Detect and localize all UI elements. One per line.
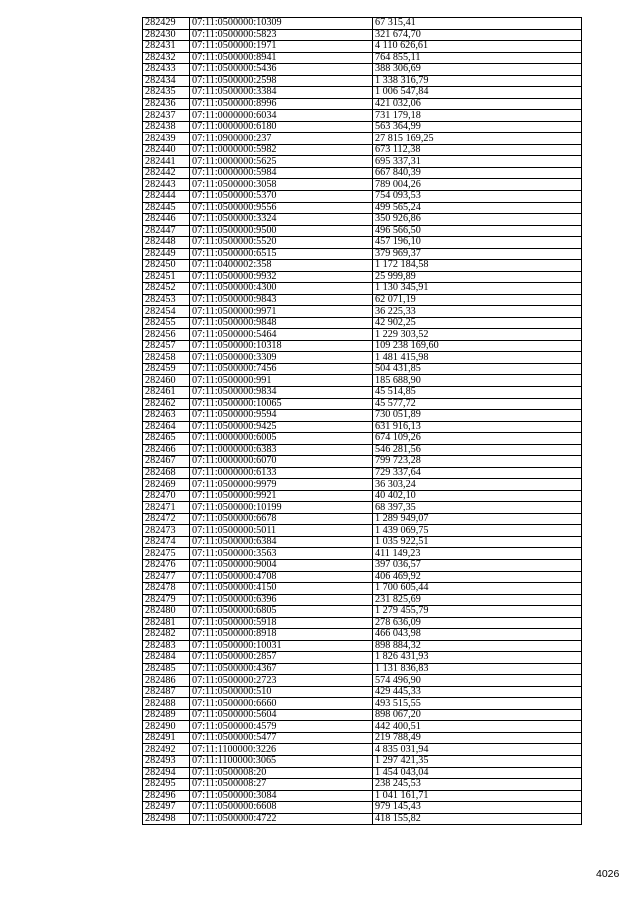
table-row	[143, 559, 582, 571]
cadastral-value-cell: 109 238 169,60	[373, 340, 582, 352]
row-number-cell: 282465	[143, 433, 190, 445]
cadastral-value-cell: 1 700 605,44	[373, 583, 582, 595]
cadastral-number-cell: 07:11:0000000:5982	[190, 144, 373, 156]
table-row	[143, 133, 582, 145]
cadastral-number-cell: 07:11:0500000:5477	[190, 732, 373, 744]
table-row	[143, 802, 582, 814]
row-number-cell: 282477	[143, 571, 190, 583]
cadastral-value-cell: 499 565,24	[373, 202, 582, 214]
cadastral-value-cell: 466 043,98	[373, 629, 582, 641]
table-row	[143, 306, 582, 318]
table-row	[143, 767, 582, 779]
cadastral-value-cell: 496 566,50	[373, 225, 582, 237]
row-number-cell: 282463	[143, 410, 190, 422]
row-number-cell: 282462	[143, 398, 190, 410]
row-number-cell: 282471	[143, 502, 190, 514]
cadastral-value-cell: 1 131 836,83	[373, 663, 582, 675]
table-row	[143, 790, 582, 802]
table-row	[143, 248, 582, 260]
table-row	[143, 744, 582, 756]
row-number-cell: 282481	[143, 617, 190, 629]
table-row	[143, 456, 582, 468]
table-row	[143, 652, 582, 664]
cadastral-value-cell: 673 112,38	[373, 144, 582, 156]
row-number-cell: 282445	[143, 202, 190, 214]
cadastral-number-cell: 07:11:0900000:237	[190, 133, 373, 145]
table-row	[143, 410, 582, 422]
cadastral-number-cell: 07:11:0500000:6678	[190, 513, 373, 525]
table-row	[143, 375, 582, 387]
table-row	[143, 640, 582, 652]
cadastral-number-cell: 07:11:0500000:8941	[190, 52, 373, 64]
cadastral-number-cell: 07:11:0500000:9594	[190, 410, 373, 422]
cadastral-number-cell: 07:11:0500000:9500	[190, 225, 373, 237]
table-row	[143, 513, 582, 525]
row-number-cell: 282456	[143, 329, 190, 341]
cadastral-number-cell: 07:11:0500000:9971	[190, 306, 373, 318]
cadastral-number-cell: 07:11:0500000:9556	[190, 202, 373, 214]
cadastral-value-cell: 406 469,92	[373, 571, 582, 583]
table-row	[143, 433, 582, 445]
cadastral-number-cell: 07:11:0500000:5370	[190, 190, 373, 202]
row-number-cell: 282498	[143, 813, 190, 825]
table-row	[143, 363, 582, 375]
table-row	[143, 144, 582, 156]
table-row	[143, 110, 582, 122]
row-number-cell: 282460	[143, 375, 190, 387]
cadastral-value-cell: 1 041 161,71	[373, 790, 582, 802]
cadastral-value-cell: 1 439 069,75	[373, 525, 582, 537]
table-row	[143, 64, 582, 76]
cadastral-value-cell: 764 855,11	[373, 52, 582, 64]
table-row	[143, 340, 582, 352]
cadastral-value-cell: 546 281,56	[373, 444, 582, 456]
row-number-cell: 282429	[143, 18, 190, 30]
row-number-cell: 282431	[143, 41, 190, 53]
cadastral-number-cell: 07:11:0500000:5823	[190, 29, 373, 41]
cadastral-number-cell: 07:11:0500000:8996	[190, 98, 373, 110]
row-number-cell: 282478	[143, 583, 190, 595]
row-number-cell: 282439	[143, 133, 190, 145]
row-number-cell: 282480	[143, 606, 190, 618]
row-number-cell: 282468	[143, 467, 190, 479]
row-number-cell: 282496	[143, 790, 190, 802]
table-row	[143, 617, 582, 629]
table-row	[143, 732, 582, 744]
cadastral-value-cell: 62 071,19	[373, 294, 582, 306]
table-row	[143, 202, 582, 214]
table-row	[143, 525, 582, 537]
row-number-cell: 282452	[143, 283, 190, 295]
row-number-cell: 282458	[143, 352, 190, 364]
row-number-cell: 282489	[143, 709, 190, 721]
cadastral-value-cell: 1 172 184,58	[373, 260, 582, 272]
row-number-cell: 282474	[143, 536, 190, 548]
row-number-cell: 282472	[143, 513, 190, 525]
cadastral-value-cell: 238 245,53	[373, 779, 582, 791]
cadastral-number-cell: 07:11:0000000:6133	[190, 467, 373, 479]
cadastral-number-cell: 07:11:0000000:6005	[190, 433, 373, 445]
cadastral-value-cell: 4 110 626,61	[373, 41, 582, 53]
table-row	[143, 686, 582, 698]
row-number-cell: 282466	[143, 444, 190, 456]
cadastral-number-cell: 07:11:1100000:3065	[190, 756, 373, 768]
row-number-cell: 282451	[143, 271, 190, 283]
cadastral-number-cell: 07:11:0000000:6034	[190, 110, 373, 122]
row-number-cell: 282443	[143, 179, 190, 191]
cadastral-number-cell: 07:11:0500000:1971	[190, 41, 373, 53]
cadastral-number-cell: 07:11:0500000:9843	[190, 294, 373, 306]
cadastral-number-cell: 07:11:0000000:6180	[190, 121, 373, 133]
row-number-cell: 282490	[143, 721, 190, 733]
table-row	[143, 329, 582, 341]
cadastral-value-cell: 388 306,69	[373, 64, 582, 76]
row-number-cell: 282444	[143, 190, 190, 202]
table-row	[143, 548, 582, 560]
row-number-cell: 282455	[143, 317, 190, 329]
cadastral-number-cell: 07:11:0500000:3324	[190, 214, 373, 226]
cadastral-value-cell: 67 315,41	[373, 18, 582, 30]
table-row	[143, 29, 582, 41]
cadastral-value-cell: 429 445,33	[373, 686, 582, 698]
table-row	[143, 271, 582, 283]
cadastral-number-cell: 07:11:0500000:6396	[190, 594, 373, 606]
cadastral-value-cell: 1 454 043,04	[373, 767, 582, 779]
cadastral-number-cell: 07:11:1100000:3226	[190, 744, 373, 756]
row-number-cell: 282469	[143, 479, 190, 491]
cadastral-number-cell: 07:11:0500000:5520	[190, 237, 373, 249]
cadastral-number-cell: 07:11:0500000:4300	[190, 283, 373, 295]
cadastral-value-cell: 1 289 949,07	[373, 513, 582, 525]
cadastral-number-cell: 07:11:0500000:4150	[190, 583, 373, 595]
table-row	[143, 52, 582, 64]
table-row	[143, 75, 582, 87]
cadastral-number-cell: 07:11:0000000:5625	[190, 156, 373, 168]
table-row	[143, 779, 582, 791]
row-number-cell: 282487	[143, 686, 190, 698]
row-number-cell: 282482	[143, 629, 190, 641]
cadastral-value-cell: 1 826 431,93	[373, 652, 582, 664]
cadastral-value-cell: 898 884,32	[373, 640, 582, 652]
row-number-cell: 282484	[143, 652, 190, 664]
row-number-cell: 282470	[143, 490, 190, 502]
table-row	[143, 167, 582, 179]
cadastral-value-cell: 219 788,49	[373, 732, 582, 744]
table-row	[143, 156, 582, 168]
table-row	[143, 317, 582, 329]
row-number-cell: 282447	[143, 225, 190, 237]
cadastral-number-cell: 07:11:0500000:10199	[190, 502, 373, 514]
table-row	[143, 283, 582, 295]
cadastral-number-cell: 07:11:0400002:358	[190, 260, 373, 272]
table-row	[143, 387, 582, 399]
table-row	[143, 709, 582, 721]
cadastral-number-cell: 07:11:0500000:9979	[190, 479, 373, 491]
row-number-cell: 282486	[143, 675, 190, 687]
cadastral-value-cell: 574 496,90	[373, 675, 582, 687]
cadastral-number-cell: 07:11:0500008:27	[190, 779, 373, 791]
cadastral-number-cell: 07:11:0500000:2857	[190, 652, 373, 664]
table-row	[143, 536, 582, 548]
table-row	[143, 675, 582, 687]
table-row	[143, 421, 582, 433]
row-number-cell: 282491	[143, 732, 190, 744]
table-row	[143, 294, 582, 306]
cadastral-value-cell: 42 902,25	[373, 317, 582, 329]
cadastral-number-cell: 07:11:0500000:7456	[190, 363, 373, 375]
cadastral-number-cell: 07:11:0500000:4579	[190, 721, 373, 733]
row-number-cell: 282464	[143, 421, 190, 433]
row-number-cell: 282440	[143, 144, 190, 156]
row-number-cell: 282483	[143, 640, 190, 652]
cadastral-number-cell: 07:11:0500000:9932	[190, 271, 373, 283]
cadastral-value-cell: 504 431,85	[373, 363, 582, 375]
cadastral-number-cell: 07:11:0500000:9921	[190, 490, 373, 502]
cadastral-value-cell: 1 279 455,79	[373, 606, 582, 618]
row-number-cell: 282433	[143, 64, 190, 76]
row-number-cell: 282430	[143, 29, 190, 41]
cadastral-value-cell: 695 337,31	[373, 156, 582, 168]
cadastral-value-cell: 754 093,53	[373, 190, 582, 202]
cadastral-value-cell: 729 337,64	[373, 467, 582, 479]
cadastral-value-cell: 631 916,13	[373, 421, 582, 433]
cadastral-number-cell: 07:11:0500000:9834	[190, 387, 373, 399]
cadastral-value-cell: 667 840,39	[373, 167, 582, 179]
row-number-cell: 282441	[143, 156, 190, 168]
row-number-cell: 282457	[143, 340, 190, 352]
cadastral-number-cell: 07:11:0500000:991	[190, 375, 373, 387]
cadastral-number-cell: 07:11:0500000:9425	[190, 421, 373, 433]
table-row	[143, 606, 582, 618]
table-row	[143, 479, 582, 491]
table-row	[143, 260, 582, 272]
cadastral-number-cell: 07:11:0500000:2723	[190, 675, 373, 687]
table-row	[143, 41, 582, 53]
cadastral-value-cell: 1 338 316,79	[373, 75, 582, 87]
cadastral-number-cell: 07:11:0500000:3058	[190, 179, 373, 191]
cadastral-value-cell: 730 051,89	[373, 410, 582, 422]
table-body	[143, 18, 582, 825]
table-row	[143, 629, 582, 641]
page-number: 4026	[596, 868, 620, 880]
cadastral-value-cell: 36 225,33	[373, 306, 582, 318]
table-row	[143, 87, 582, 99]
cadastral-value-cell: 321 674,70	[373, 29, 582, 41]
row-number-cell: 282434	[143, 75, 190, 87]
cadastral-number-cell: 07:11:0500000:3309	[190, 352, 373, 364]
table-row	[143, 214, 582, 226]
cadastral-number-cell: 07:11:0500000:3384	[190, 87, 373, 99]
cadastral-number-cell: 07:11:0500000:5604	[190, 709, 373, 721]
cadastral-number-cell: 07:11:0500000:6660	[190, 698, 373, 710]
cadastral-number-cell: 07:11:0500000:10031	[190, 640, 373, 652]
table-row	[143, 663, 582, 675]
table-row	[143, 190, 582, 202]
cadastral-value-cell: 45 577,72	[373, 398, 582, 410]
cadastral-value-cell: 674 109,26	[373, 433, 582, 445]
cadastral-number-cell: 07:11:0500000:6805	[190, 606, 373, 618]
cadastral-value-cell: 185 688,90	[373, 375, 582, 387]
cadastral-value-cell: 898 067,20	[373, 709, 582, 721]
row-number-cell: 282493	[143, 756, 190, 768]
cadastral-value-cell: 1 297 421,35	[373, 756, 582, 768]
cadastral-value-cell: 442 400,51	[373, 721, 582, 733]
cadastral-value-cell: 411 149,23	[373, 548, 582, 560]
row-number-cell: 282485	[143, 663, 190, 675]
cadastral-value-cell: 379 969,37	[373, 248, 582, 260]
row-number-cell: 282438	[143, 121, 190, 133]
row-number-cell: 282467	[143, 456, 190, 468]
row-number-cell: 282446	[143, 214, 190, 226]
row-number-cell: 282453	[143, 294, 190, 306]
cadastral-value-cell: 25 999,89	[373, 271, 582, 283]
cadastral-value-cell: 27 815 169,25	[373, 133, 582, 145]
table-row	[143, 398, 582, 410]
cadastral-number-cell: 07:11:0500000:6515	[190, 248, 373, 260]
table-row	[143, 467, 582, 479]
table-row	[143, 698, 582, 710]
cadastral-value-cell: 1 229 303,52	[373, 329, 582, 341]
cadastral-number-cell: 07:11:0500000:5011	[190, 525, 373, 537]
cadastral-value-cell: 493 515,55	[373, 698, 582, 710]
table-row	[143, 813, 582, 825]
row-number-cell: 282479	[143, 594, 190, 606]
cadastral-number-cell: 07:11:0500000:10309	[190, 18, 373, 30]
table-row	[143, 594, 582, 606]
cadastral-number-cell: 07:11:0500000:3084	[190, 790, 373, 802]
cadastral-number-cell: 07:11:0500000:8918	[190, 629, 373, 641]
cadastral-value-cell: 1 006 547,84	[373, 87, 582, 99]
cadastral-number-cell: 07:11:0500000:9004	[190, 559, 373, 571]
cadastral-value-cell: 979 145,43	[373, 802, 582, 814]
row-number-cell: 282442	[143, 167, 190, 179]
cadastral-number-cell: 07:11:0500000:4722	[190, 813, 373, 825]
table-row	[143, 490, 582, 502]
table-row	[143, 756, 582, 768]
cadastral-value-cell: 421 032,06	[373, 98, 582, 110]
row-number-cell: 282432	[143, 52, 190, 64]
row-number-cell: 282435	[143, 87, 190, 99]
cadastral-number-cell: 07:11:0500000:2598	[190, 75, 373, 87]
cadastral-value-cell: 45 514,85	[373, 387, 582, 399]
table-row	[143, 18, 582, 30]
cadastral-value-table	[142, 17, 582, 825]
cadastral-number-cell: 07:11:0500000:6384	[190, 536, 373, 548]
table-row	[143, 121, 582, 133]
row-number-cell: 282495	[143, 779, 190, 791]
cadastral-value-cell: 789 004,26	[373, 179, 582, 191]
table-row	[143, 237, 582, 249]
table-row	[143, 98, 582, 110]
row-number-cell: 282449	[143, 248, 190, 260]
cadastral-value-cell: 231 825,69	[373, 594, 582, 606]
cadastral-number-cell: 07:11:0500000:510	[190, 686, 373, 698]
cadastral-number-cell: 07:11:0000000:6383	[190, 444, 373, 456]
cadastral-value-cell: 350 926,86	[373, 214, 582, 226]
cadastral-number-cell: 07:11:0500000:10318	[190, 340, 373, 352]
row-number-cell: 282473	[143, 525, 190, 537]
cadastral-value-cell: 278 636,09	[373, 617, 582, 629]
table-row	[143, 444, 582, 456]
table-row	[143, 721, 582, 733]
cadastral-value-cell: 68 397,35	[373, 502, 582, 514]
cadastral-value-cell: 731 179,18	[373, 110, 582, 122]
cadastral-value-cell: 799 723,28	[373, 456, 582, 468]
cadastral-number-cell: 07:11:0500000:3563	[190, 548, 373, 560]
cadastral-number-cell: 07:11:0500000:10065	[190, 398, 373, 410]
cadastral-number-cell: 07:11:0500000:9848	[190, 317, 373, 329]
cadastral-number-cell: 07:11:0500000:5436	[190, 64, 373, 76]
table-row	[143, 179, 582, 191]
cadastral-number-cell: 07:11:0500000:5918	[190, 617, 373, 629]
cadastral-number-cell: 07:11:0000000:5984	[190, 167, 373, 179]
cadastral-value-cell: 1 035 922,51	[373, 536, 582, 548]
row-number-cell: 282494	[143, 767, 190, 779]
row-number-cell: 282436	[143, 98, 190, 110]
cadastral-value-cell: 36 303,24	[373, 479, 582, 491]
table-row	[143, 225, 582, 237]
cadastral-value-cell: 1 481 415,98	[373, 352, 582, 364]
row-number-cell: 282454	[143, 306, 190, 318]
table-row	[143, 583, 582, 595]
cadastral-number-cell: 07:11:0500000:4367	[190, 663, 373, 675]
table-row	[143, 352, 582, 364]
row-number-cell: 282459	[143, 363, 190, 375]
cadastral-number-cell: 07:11:0500000:5464	[190, 329, 373, 341]
cadastral-value-cell: 1 130 345,91	[373, 283, 582, 295]
row-number-cell: 282461	[143, 387, 190, 399]
table-row	[143, 571, 582, 583]
cadastral-value-cell: 4 835 031,94	[373, 744, 582, 756]
row-number-cell: 282488	[143, 698, 190, 710]
row-number-cell: 282475	[143, 548, 190, 560]
row-number-cell: 282437	[143, 110, 190, 122]
cadastral-number-cell: 07:11:0500008:20	[190, 767, 373, 779]
row-number-cell: 282448	[143, 237, 190, 249]
cadastral-value-cell: 457 196,10	[373, 237, 582, 249]
table-row	[143, 502, 582, 514]
row-number-cell: 282492	[143, 744, 190, 756]
cadastral-number-cell: 07:11:0000000:6070	[190, 456, 373, 468]
row-number-cell: 282497	[143, 802, 190, 814]
cadastral-value-cell: 418 155,82	[373, 813, 582, 825]
cadastral-number-cell: 07:11:0500000:4708	[190, 571, 373, 583]
cadastral-value-cell: 563 364,99	[373, 121, 582, 133]
cadastral-value-cell: 40 402,10	[373, 490, 582, 502]
cadastral-value-cell: 397 036,57	[373, 559, 582, 571]
cadastral-number-cell: 07:11:0500000:6608	[190, 802, 373, 814]
row-number-cell: 282450	[143, 260, 190, 272]
row-number-cell: 282476	[143, 559, 190, 571]
